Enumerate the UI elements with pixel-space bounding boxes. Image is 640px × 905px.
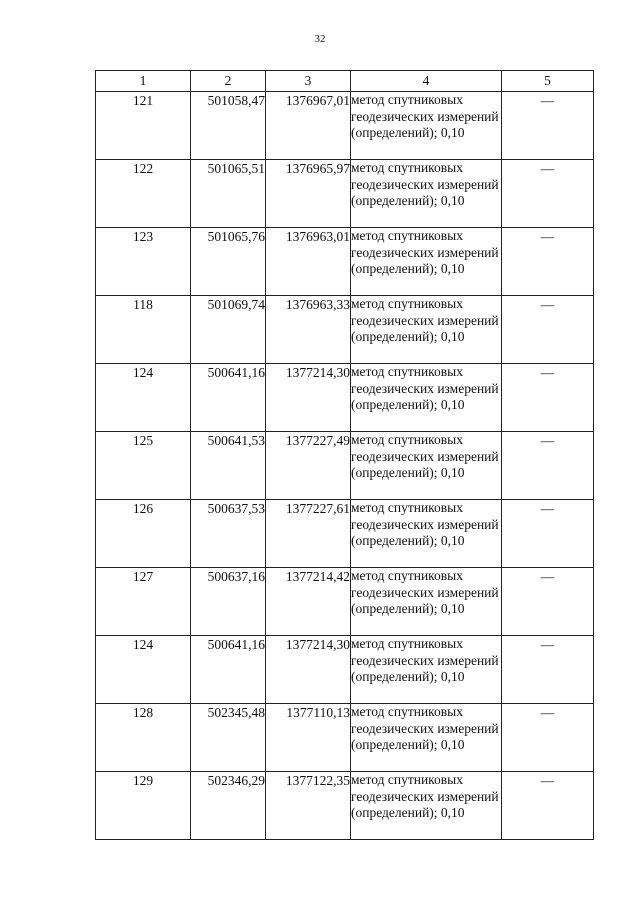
cell-extra: — [502, 636, 594, 704]
cell-method: метод спутниковых геодезических измерений (определений); 0,10 [351, 500, 502, 568]
table-row [96, 500, 594, 568]
table-row [96, 432, 594, 500]
cell-point: 124 [96, 636, 191, 704]
cell-point: 128 [96, 704, 191, 772]
cell-y: 1377122,35 [266, 772, 351, 840]
table-row [96, 160, 594, 228]
cell-point: 123 [96, 228, 191, 296]
cell-method: метод спутниковых геодезических измерений (определений); 0,10 [351, 772, 502, 840]
table-row [96, 568, 594, 636]
cell-extra: — [502, 92, 594, 160]
column-header-extra: 5 [502, 71, 594, 92]
cell-method: метод спутниковых геодезических измерений (определений); 0,10 [351, 92, 502, 160]
cell-y: 1377227,49 [266, 432, 351, 500]
cell-x: 501058,47 [191, 92, 266, 160]
table-row [96, 92, 594, 160]
cell-extra: — [502, 772, 594, 840]
column-header-x: 2 [191, 71, 266, 92]
cell-point: 126 [96, 500, 191, 568]
cell-method: метод спутниковых геодезических измерений (определений); 0,10 [351, 568, 502, 636]
cell-method: метод спутниковых геодезических измерений (определений); 0,10 [351, 636, 502, 704]
cell-method: метод спутниковых геодезических измерений (определений); 0,10 [351, 160, 502, 228]
table-row [96, 636, 594, 704]
cell-y: 1377214,30 [266, 636, 351, 704]
cell-point: 129 [96, 772, 191, 840]
table-row [96, 296, 594, 364]
cell-extra: — [502, 228, 594, 296]
cell-extra: — [502, 568, 594, 636]
cell-point: 122 [96, 160, 191, 228]
cell-y: 1376963,01 [266, 228, 351, 296]
cell-y: 1377214,42 [266, 568, 351, 636]
cell-y: 1377110,13 [266, 704, 351, 772]
cell-x: 501069,74 [191, 296, 266, 364]
table-body [96, 92, 594, 840]
cell-point: 118 [96, 296, 191, 364]
coordinates-table [95, 70, 594, 840]
cell-point: 127 [96, 568, 191, 636]
cell-point: 121 [96, 92, 191, 160]
cell-x: 500637,53 [191, 500, 266, 568]
cell-extra: — [502, 296, 594, 364]
table-header-row [96, 71, 594, 92]
cell-y: 1376965,97 [266, 160, 351, 228]
column-header-y: 3 [266, 71, 351, 92]
cell-point: 124 [96, 364, 191, 432]
page-number: 32 [314, 33, 326, 45]
cell-y: 1377227,61 [266, 500, 351, 568]
cell-method: метод спутниковых геодезических измерений (определений); 0,10 [351, 364, 502, 432]
cell-y: 1376963,33 [266, 296, 351, 364]
cell-extra: — [502, 500, 594, 568]
cell-extra: — [502, 364, 594, 432]
cell-y: 1377214,30 [266, 364, 351, 432]
cell-method: метод спутниковых геодезических измерений (определений); 0,10 [351, 704, 502, 772]
cell-extra: — [502, 160, 594, 228]
column-header-method: 4 [351, 71, 502, 92]
cell-method: метод спутниковых геодезических измерений (определений); 0,10 [351, 296, 502, 364]
table-row [96, 772, 594, 840]
cell-x: 502345,48 [191, 704, 266, 772]
cell-x: 500641,16 [191, 364, 266, 432]
cell-x: 501065,76 [191, 228, 266, 296]
table-row [96, 228, 594, 296]
cell-x: 502346,29 [191, 772, 266, 840]
cell-method: метод спутниковых геодезических измерений (определений); 0,10 [351, 228, 502, 296]
cell-x: 500637,16 [191, 568, 266, 636]
cell-x: 501065,51 [191, 160, 266, 228]
cell-x: 500641,16 [191, 636, 266, 704]
column-header-point: 1 [96, 71, 191, 92]
cell-extra: — [502, 432, 594, 500]
cell-x: 500641,53 [191, 432, 266, 500]
table-row [96, 364, 594, 432]
cell-extra: — [502, 704, 594, 772]
cell-y: 1376967,01 [266, 92, 351, 160]
table-row [96, 704, 594, 772]
cell-method: метод спутниковых геодезических измерений (определений); 0,10 [351, 432, 502, 500]
cell-point: 125 [96, 432, 191, 500]
